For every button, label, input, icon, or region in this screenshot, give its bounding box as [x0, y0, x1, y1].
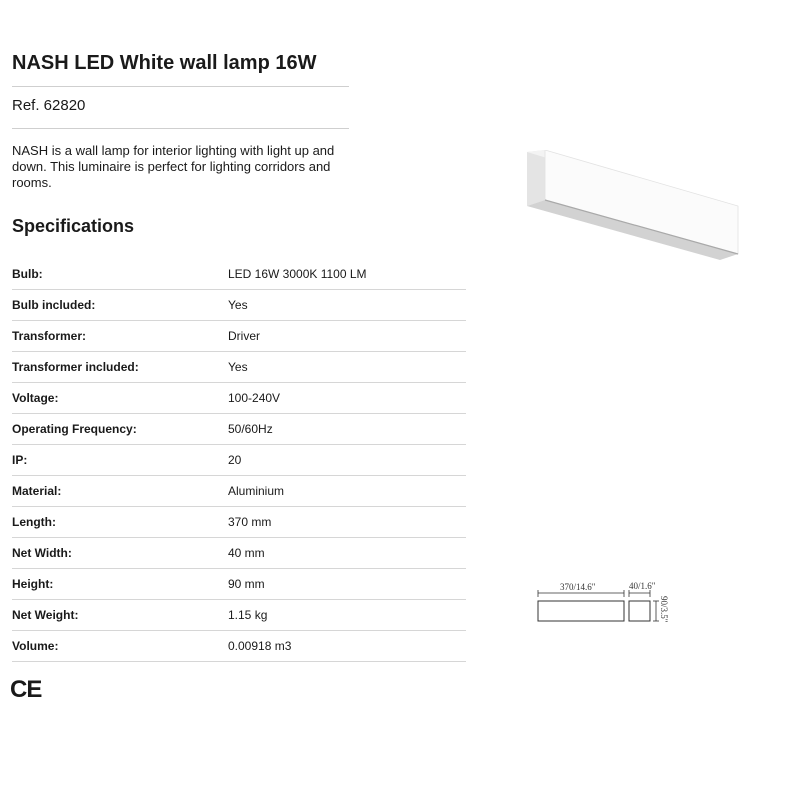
spec-label: Transformer included: — [12, 360, 139, 374]
spec-row-height — [12, 569, 466, 600]
specifications-table — [12, 259, 466, 662]
spec-row-net-weight — [12, 600, 466, 631]
spec-label: Net Weight: — [12, 608, 79, 622]
spec-value: Yes — [228, 360, 248, 374]
spec-value: 0.00918 m3 — [228, 639, 292, 653]
spec-row-transformer — [12, 321, 466, 352]
spec-value: LED 16W 3000K 1100 LM — [228, 267, 367, 281]
dimensions-diagram — [530, 578, 670, 634]
spec-label: Net Width: — [12, 546, 72, 560]
spec-value: 1.15 kg — [228, 608, 268, 622]
spec-label: Operating Frequency: — [12, 422, 137, 436]
spec-row-bulb — [12, 259, 466, 290]
spec-value: Driver — [228, 329, 260, 343]
spec-row-voltage — [12, 383, 466, 414]
spec-value: 370 mm — [228, 515, 272, 529]
spec-label: Bulb: — [12, 267, 43, 281]
spec-row-transformer-included — [12, 352, 466, 383]
length-dimension-label: 370/14.6" — [560, 582, 596, 592]
spec-row-material — [12, 476, 466, 507]
spec-label: Height: — [12, 577, 54, 591]
spec-label: Length: — [12, 515, 56, 529]
spec-value: 50/60Hz — [228, 422, 273, 436]
spec-label: Transformer: — [12, 329, 87, 343]
spec-row-bulb-included — [12, 290, 466, 321]
height-dimension-label: 90/3.5" — [659, 596, 669, 623]
spec-value: Yes — [228, 298, 248, 312]
spec-row-volume — [12, 631, 466, 662]
spec-label: Volume: — [12, 639, 59, 653]
ref-divider — [12, 128, 349, 129]
product-description: NASH is a wall lamp for interior lighting with light up and down. This luminaire is perfect for lighting corridors and rooms. — [12, 143, 335, 190]
spec-label: Material: — [12, 484, 62, 498]
spec-row-net-width — [12, 538, 466, 569]
ce-mark-icon: CE — [10, 676, 42, 703]
spec-value: Aluminium — [228, 484, 285, 498]
spec-value: 100-240V — [228, 391, 281, 405]
spec-row-length — [12, 507, 466, 538]
specifications-heading: Specifications — [12, 216, 135, 236]
spec-value: 20 — [228, 453, 242, 467]
spec-label: Bulb included: — [12, 298, 96, 312]
width-dimension-label: 40/1.6" — [629, 581, 656, 591]
spec-row-operating-frequency — [12, 414, 466, 445]
spec-value: 90 mm — [228, 577, 265, 591]
spec-row-ip — [12, 445, 466, 476]
spec-label: IP: — [12, 453, 28, 467]
spec-value: 40 mm — [228, 546, 265, 560]
product-reference: Ref. 62820 — [12, 97, 86, 114]
lamp-product-image — [515, 150, 745, 270]
product-title: NASH LED White wall lamp 16W — [12, 52, 317, 74]
spec-label: Voltage: — [12, 391, 59, 405]
title-divider — [12, 86, 349, 87]
